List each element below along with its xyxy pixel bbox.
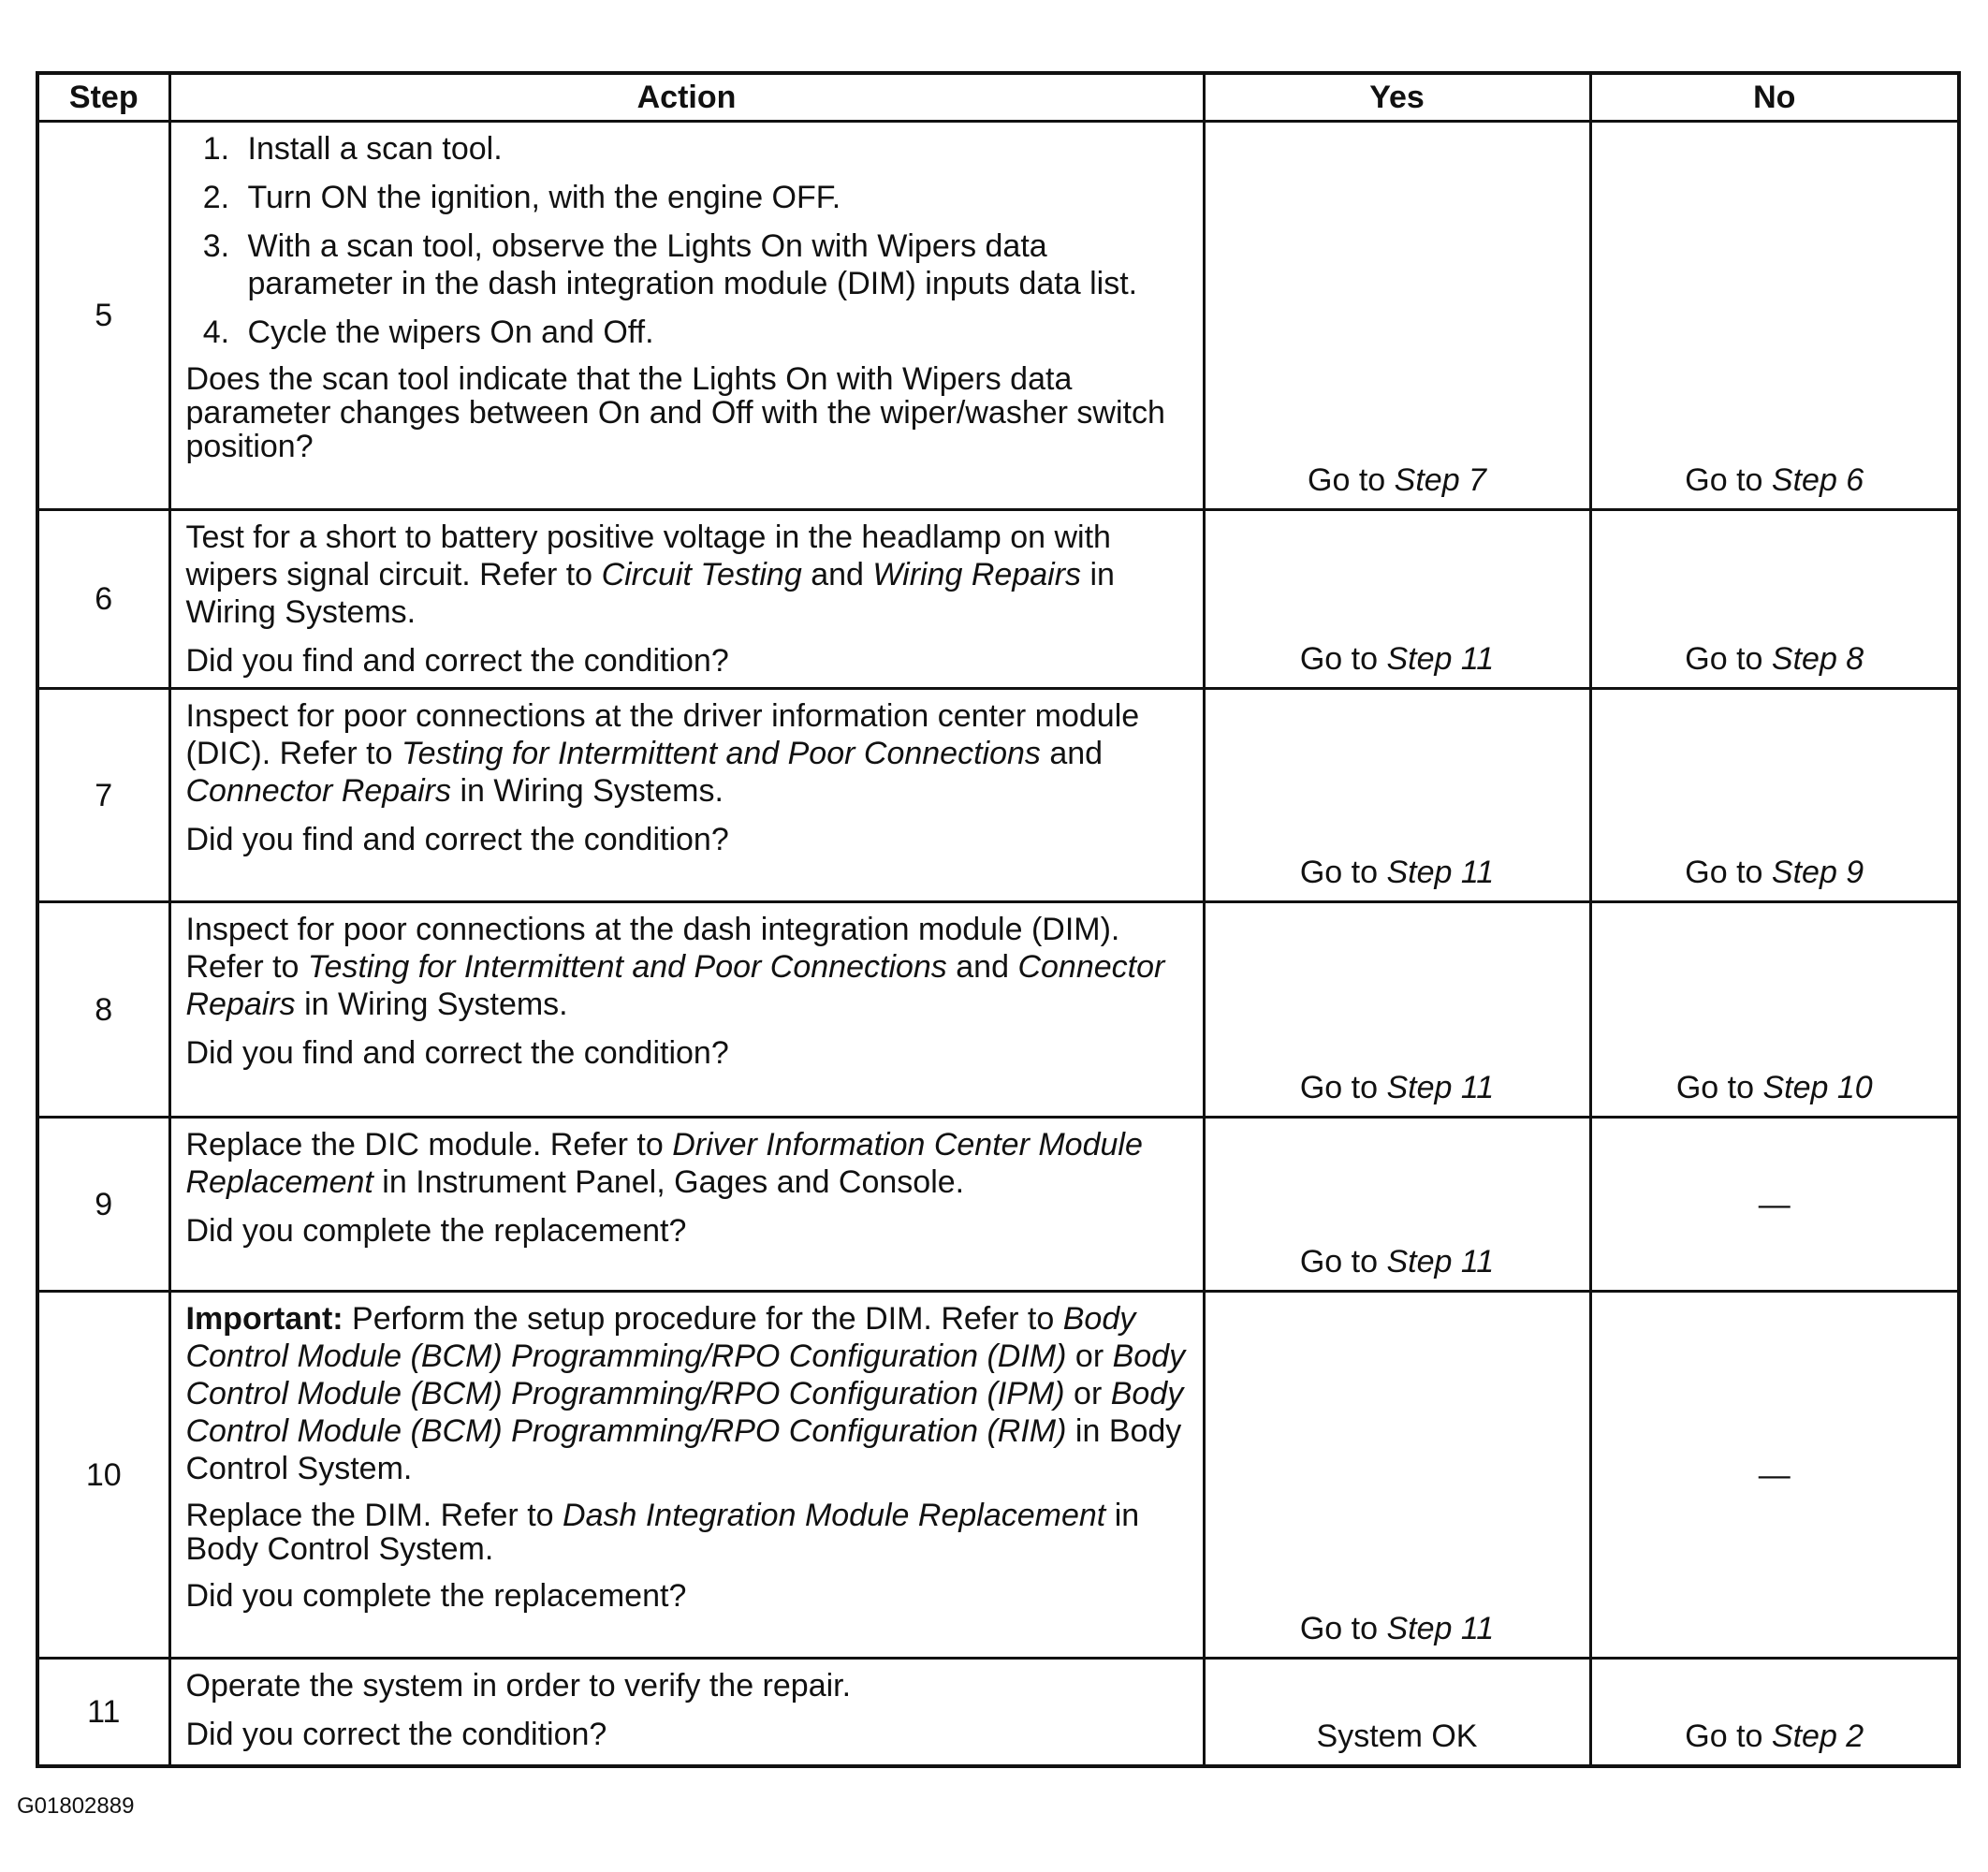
table-row [37, 1292, 1959, 1659]
yes-result [1204, 510, 1590, 689]
step-reference: Step 10 [1762, 1070, 1873, 1105]
result-prefix: Go to [1299, 855, 1379, 890]
yes-result [1204, 1292, 1590, 1659]
reference-title: Testing for Intermittent and Poor Connections [402, 736, 1041, 771]
step-action [169, 510, 1204, 689]
no-result [1590, 689, 1959, 902]
reference-title: Connector Repairs [185, 773, 451, 809]
diagnostic-steps-table [36, 71, 1961, 1768]
reference-title: Circuit Testing [601, 557, 802, 592]
step-number: 10 [37, 1292, 169, 1659]
reference-title: Body Control Module (BCM) Programming/RPO Configuration (IPM) [185, 1338, 1186, 1411]
column-header-yes: Yes [1204, 73, 1590, 122]
step-question: Did you correct the condition? [185, 1717, 607, 1752]
list-item: 4. Cycle the wipers On and Off. [239, 314, 1188, 351]
step-question: Did you find and correct the condition? [185, 643, 729, 679]
reference-title: Connector Repairs [185, 949, 1165, 1022]
step-reference: Step 9 [1771, 855, 1864, 890]
no-result [1590, 510, 1959, 689]
step-reference: Step 11 [1386, 1611, 1495, 1646]
step-instruction: Replace the DIC module. Refer to Driver Information Center Module Replacement in Instrument Panel, Gages and Console. [185, 1127, 1143, 1200]
list-item: 3. With a scan tool, observe the Lights On with Wipers data parameter in the dash integration module (DIM) inputs data list. [239, 227, 1188, 302]
table-row [37, 902, 1959, 1118]
figure-code: G01802889 [17, 1793, 135, 1819]
reference-title: Body Control Module (BCM) Programming/RPO Configuration (DIM) [185, 1301, 1136, 1374]
table-row [37, 510, 1959, 689]
step-instruction: Operate the system in order to verify the repair. [185, 1668, 852, 1704]
yes-result [1204, 902, 1590, 1118]
yes-result [1204, 1118, 1590, 1292]
step-number: 8 [37, 902, 169, 1118]
step-number: 6 [37, 510, 169, 689]
table-row [37, 1659, 1959, 1766]
step-instruction: Test for a short to battery positive voltage in the headlamp on with wipers signal circuit. Refer to Circuit Testing and Wiring Repairs in Wiring Systems. [185, 519, 1115, 630]
table-row [37, 1118, 1959, 1292]
yes-result [1204, 689, 1590, 902]
step-number: 9 [37, 1118, 169, 1292]
step-instruction: Replace the DIM. Refer to Dash Integration Module Replacement in Body Control System. [185, 1498, 1140, 1567]
step-instruction: Inspect for poor connections at the dash integration module (DIM). Refer to Testing for Intermittent and Poor Connections and Connector Repairs in Wiring Systems. [185, 912, 1165, 1022]
reference-title: Driver Information Center Module Replacement [185, 1127, 1143, 1200]
reference-title: Testing for Intermittent and Poor Connections [307, 949, 947, 985]
step-question: Does the scan tool indicate that the Lights On with Wipers data parameter changes between On and Off with the wiper/washer switch position? [185, 361, 1165, 464]
step-number: 7 [37, 689, 169, 902]
column-header-step: Step [37, 73, 169, 122]
step-question: Did you find and correct the condition? [185, 822, 729, 857]
result-prefix: Go to [1685, 641, 1763, 677]
result-prefix: Go to [1685, 462, 1763, 498]
column-header-action: Action [169, 73, 1204, 122]
step-question: Did you complete the replacement? [185, 1578, 687, 1614]
table-row [37, 689, 1959, 902]
list-item: 1. Install a scan tool. [239, 130, 1188, 168]
important-label: Important: [185, 1301, 344, 1337]
step-number: 5 [37, 122, 169, 510]
step-question: Did you complete the replacement? [185, 1213, 687, 1249]
yes-result: System OK [1204, 1659, 1590, 1766]
no-result [1590, 1659, 1959, 1766]
step-action [169, 1659, 1204, 1766]
procedure-list [186, 130, 1188, 351]
list-item: 2. Turn ON the ignition, with the engine OFF. [239, 179, 1188, 216]
result-prefix: Go to [1685, 1718, 1763, 1754]
step-question: Did you find and correct the condition? [185, 1035, 729, 1071]
step-reference: Step 8 [1771, 641, 1864, 677]
result-prefix: Go to [1675, 1070, 1754, 1105]
no-result [1590, 902, 1959, 1118]
step-instruction: Inspect for poor connections at the driver information center module (DIC). Refer to Testing for Intermittent and Poor Connections and Connector Repairs in Wiring Systems. [185, 698, 1140, 809]
step-action [169, 1292, 1204, 1659]
no-result-dash: — [1590, 1118, 1959, 1292]
step-action [169, 902, 1204, 1118]
reference-title: Dash Integration Module Replacement [563, 1498, 1106, 1533]
step-reference: Step 6 [1771, 462, 1864, 498]
no-result-dash: — [1590, 1292, 1959, 1659]
result-prefix: Go to [1299, 1611, 1379, 1646]
step-number: 11 [37, 1659, 169, 1766]
step-reference: Step 11 [1386, 641, 1495, 677]
result-prefix: Go to [1299, 641, 1379, 677]
step-reference: Step 2 [1771, 1718, 1864, 1754]
step-reference: Step 11 [1386, 855, 1495, 890]
reference-title: Wiring Repairs [872, 557, 1082, 592]
result-prefix: Go to [1308, 462, 1386, 498]
table-row [37, 122, 1959, 510]
step-reference: Step 11 [1386, 1070, 1495, 1105]
reference-title: Body Control Module (BCM) Programming/RPO Configuration (RIM) [185, 1376, 1184, 1449]
no-result [1590, 122, 1959, 510]
step-action [169, 122, 1204, 510]
result-prefix: Go to [1299, 1070, 1379, 1105]
result-prefix: Go to [1685, 855, 1763, 890]
result-prefix: Go to [1299, 1244, 1379, 1280]
table-header-row [37, 73, 1959, 122]
step-action [169, 1118, 1204, 1292]
yes-result [1204, 122, 1590, 510]
step-action [169, 689, 1204, 902]
step-reference: Step 11 [1386, 1244, 1495, 1280]
column-header-no: No [1590, 73, 1959, 122]
step-reference: Step 7 [1394, 462, 1486, 498]
important-note: Important: Perform the setup procedure for the DIM. Refer to Body Control Module (BCM) Programming/RPO Configuration (DIM) or Body Control Module (BCM) Programming/RPO Configuration (IPM) or Body Control Module (BCM) Programming/RPO Configuration (RIM) in Body Control System. [185, 1301, 1186, 1486]
